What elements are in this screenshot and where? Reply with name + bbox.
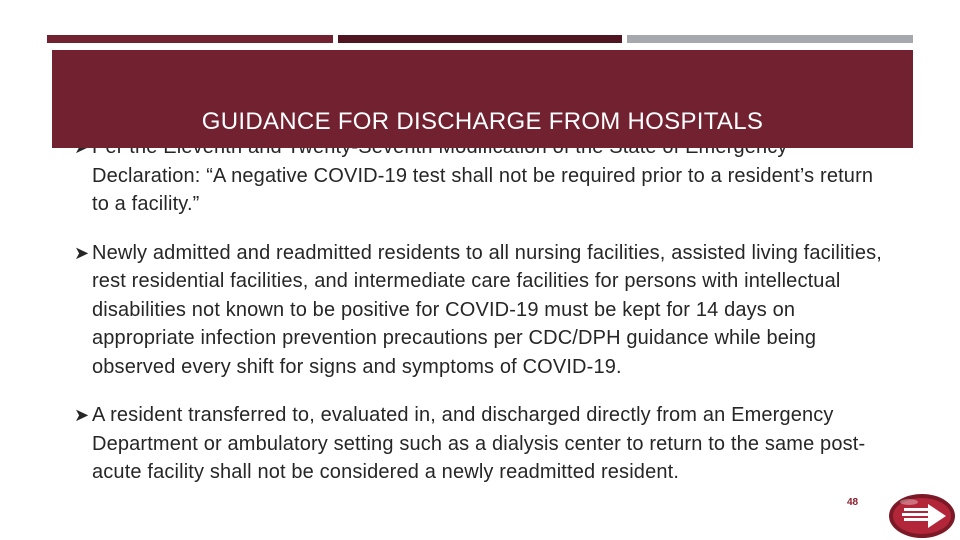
slide-title: GUIDANCE FOR DISCHARGE FROM HOSPITALS bbox=[201, 108, 764, 135]
arrow-bullet-icon: ➤ bbox=[74, 242, 90, 263]
arrow-bullet-icon: ➤ bbox=[74, 405, 90, 425]
accent-bar-left bbox=[47, 35, 333, 43]
bullet-text: Newly admitted and readmitted residents to all nursing facilities, assisted living facilities, rest residential facilities, and intermediate care facilities for persons with intellectual disabilities not known to be positive for COVID-19 must be kept for 14 days on appropriate infection prevention precautions per CDC/DPH guidance while being observed every shift for signs and symptoms of COVID-19. bbox=[92, 241, 883, 378]
bullet-list bbox=[74, 133, 894, 507]
page-number: 48 bbox=[847, 497, 859, 508]
bullet-text: Declaration: “A negative COVID-19 test shall not be required prior to a resident’s return to a facility.” bbox=[92, 164, 874, 215]
title-banner bbox=[52, 50, 913, 148]
accent-bar-middle bbox=[338, 35, 622, 43]
bullet-item bbox=[74, 239, 894, 382]
bullet-text: A resident transferred to, evaluated in, and discharged directly from an Emergency Department or ambulatory setting such as a dialysis center to return to the same post-acute facility shall not be considered a newly readmitted resident. bbox=[92, 404, 866, 483]
organization-logo-icon bbox=[884, 486, 956, 540]
bullet-item bbox=[74, 401, 894, 487]
accent-bar-right bbox=[627, 35, 913, 43]
